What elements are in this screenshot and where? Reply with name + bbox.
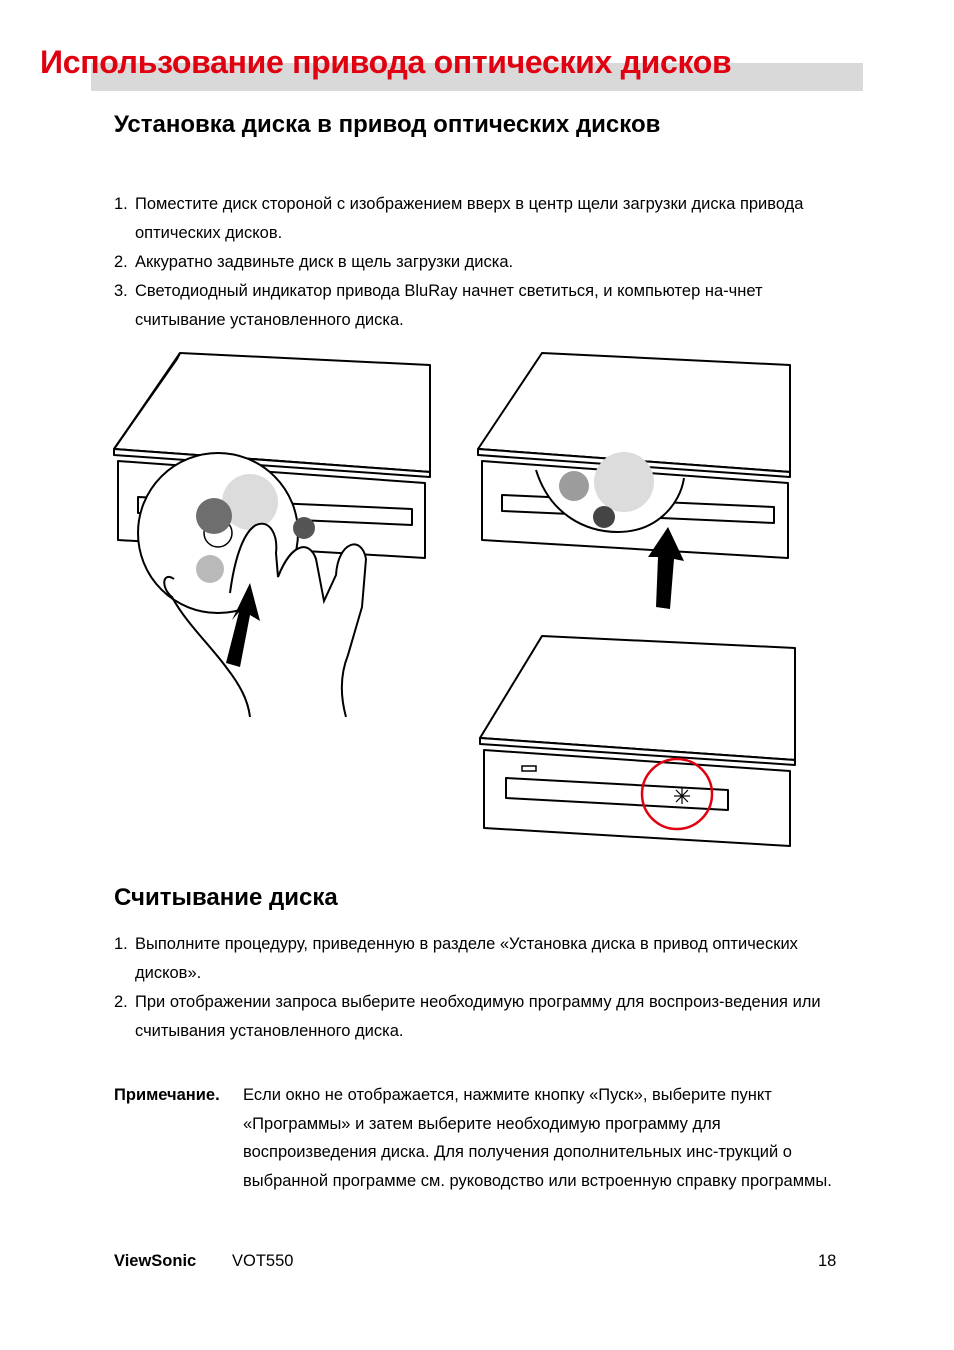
list-item: 3. Светодиодный индикатор привода BluRay начнет светиться, и компьютер на-чнет считывание установленного диска. [114, 282, 763, 329]
illustration-disc-sliding-in [470, 345, 800, 615]
led-sparkle-icon [674, 788, 690, 804]
page-title: Использование привода оптических дисков [40, 44, 732, 80]
footer-model: VOT550 [232, 1252, 294, 1270]
list-item: 2. Аккуратно задвиньте диск в щель загрузки диска. [114, 253, 514, 271]
illustration-led-indicator-lit [470, 628, 800, 852]
note-text: Если окно не отображается, нажмите кнопку «Пуск», выберите пункт «Программы» и затем выберите необходимую программу для воспроизведения диска. Для получения дополнительных инс-трукций о выбранной программе см. руководство или встроенную справку программы. [243, 1086, 832, 1190]
install-steps-list [114, 190, 844, 335]
footer-page-number: 18 [818, 1252, 837, 1270]
section-heading-reading: Считывание диска [114, 884, 338, 911]
note-label: Примечание. [114, 1086, 220, 1104]
list-item: 1. Выполните процедуру, приведенную в разделе «Установка диска в привод оптических дисков». [114, 935, 798, 982]
footer-brand: ViewSonic [114, 1252, 197, 1270]
note-block [114, 1081, 844, 1195]
list-item: 2. При отображении запроса выберите необходимую программу для воспроиз-ведения или считывания установленного диска. [114, 993, 821, 1040]
reading-steps-list [114, 930, 844, 1046]
illustration-insert-disc-by-hand [100, 345, 445, 717]
list-item: 1. Поместите диск стороной с изображением вверх в центр щели загрузки диска привода оптических дисков. [114, 195, 804, 242]
section-heading-install: Установка диска в привод оптических дисков [114, 111, 661, 138]
